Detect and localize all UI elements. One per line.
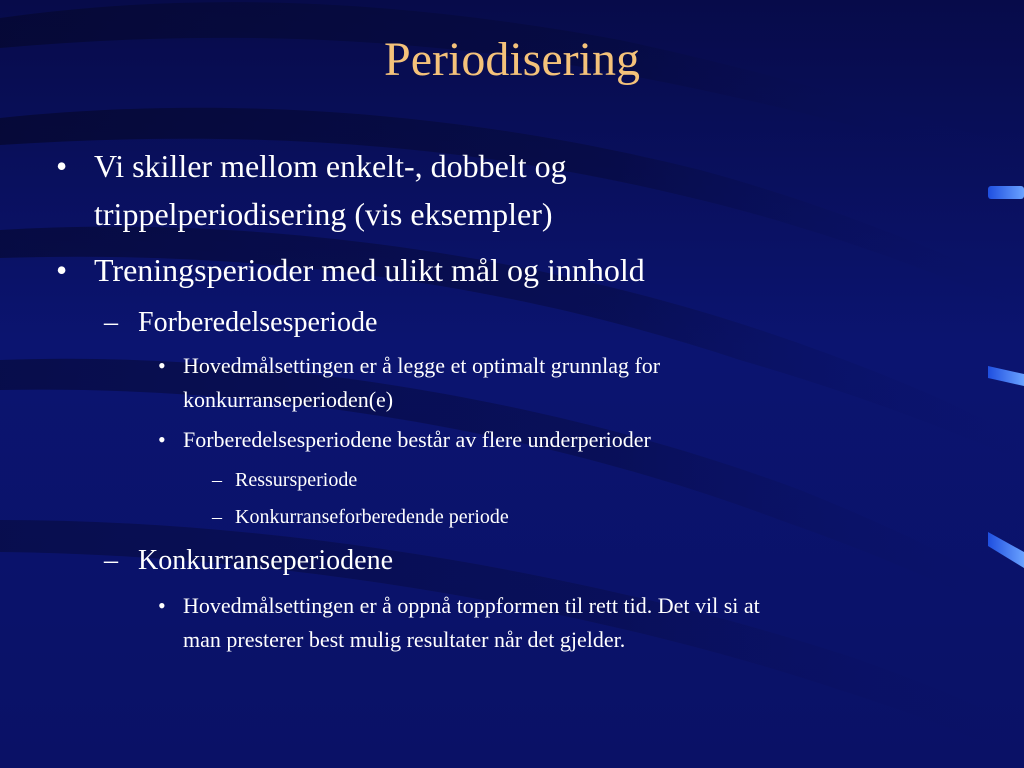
bullet-marker-level3: • bbox=[158, 353, 166, 378]
bullet-marker-level4: – bbox=[212, 469, 222, 491]
bullet-marker-level2: – bbox=[104, 545, 118, 576]
bullet-marker-level2: – bbox=[104, 307, 118, 338]
bullet-item-treningsperioder: Treningsperioder med ulikt mål og innhold bbox=[94, 252, 645, 288]
bullet-item-konkurranseperiodene: Konkurranseperiodene bbox=[138, 545, 394, 576]
bullet-item-ressursperiode: Ressursperiode bbox=[235, 469, 358, 491]
bullet-item-underperioder: Forberedelsesperiodene består av flere underperioder bbox=[183, 427, 651, 452]
bullet-item-toppformen-line1: Hovedmålsettingen er å oppnå toppformen til rett tid. Det vil si at bbox=[183, 593, 760, 618]
bullet-item-skiller-line1: Vi skiller mellom enkelt-, dobbelt og bbox=[94, 148, 567, 184]
bullet-item-hovedmal-grunnlag-line2: konkurranseperioden(e) bbox=[183, 387, 394, 412]
slide-title: Periodisering bbox=[384, 33, 640, 86]
bullet-marker-level1: • bbox=[56, 252, 68, 288]
bullet-item-konkurranseforberedende: Konkurranseforberedende periode bbox=[235, 506, 509, 528]
bullet-item-toppformen-line2: man presterer best mulig resultater når det gjelder. bbox=[183, 627, 626, 652]
bullet-marker-level3: • bbox=[158, 593, 166, 618]
bullet-marker-level4: – bbox=[212, 506, 222, 528]
bullet-item-forberedelsesperiode: Forberedelsesperiode bbox=[138, 307, 378, 338]
bullet-item-skiller-line2: trippelperiodisering (vis eksempler) bbox=[94, 196, 553, 232]
bullet-item-hovedmal-grunnlag-line1: Hovedmålsettingen er å legge et optimalt grunnlag for bbox=[183, 353, 661, 378]
bullet-marker-level1: • bbox=[56, 148, 68, 184]
bullet-marker-level3: • bbox=[158, 427, 166, 452]
